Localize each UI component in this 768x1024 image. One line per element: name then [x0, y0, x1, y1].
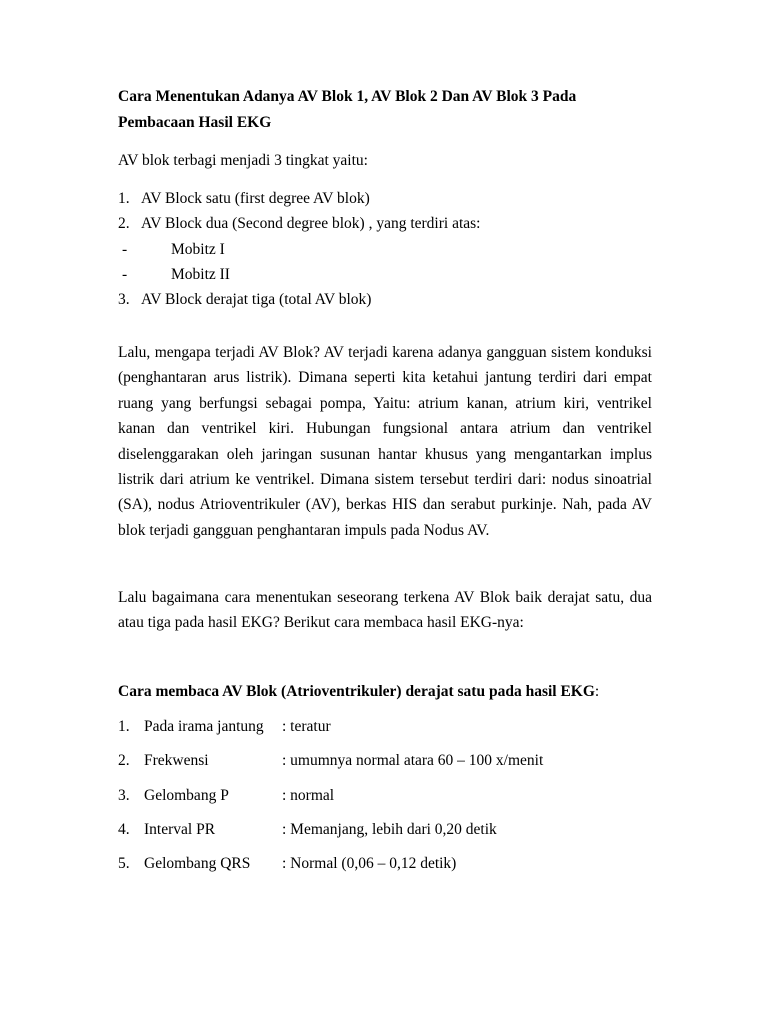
criteria-label: Gelombang P — [144, 786, 229, 804]
criteria-label: Frekwensi — [144, 752, 209, 770]
list-item — [118, 213, 480, 238]
sub-list-item-text: Mobitz II — [171, 265, 230, 283]
sub-list-item-text: Mobitz I — [171, 240, 225, 258]
criteria-label: Pada irama jantung — [144, 718, 264, 735]
list-dash: - — [122, 265, 128, 283]
list-item — [118, 188, 480, 213]
criteria-value: : Memanjang, lebih dari 0,20 detik — [282, 820, 497, 838]
av-block-types-list — [118, 188, 480, 314]
list-item-text: AV Block derajat tiga (total AV blok) — [141, 291, 372, 309]
criteria-value: : umumnya normal atara 60 – 100 x/menit — [282, 752, 544, 770]
criteria-value: : Normal (0,06 – 0,12 detik) — [282, 855, 457, 873]
list-item-text: AV Block dua (Second degree blok) , yang terdiri atas: — [141, 215, 481, 233]
section-heading-text: Cara membaca AV Blok (Atrioventrikuler) derajat satu pada hasil EKG — [118, 683, 595, 700]
document-title — [118, 84, 658, 136]
paragraph-explanation: Lalu, mengapa terjadi AV Blok? AV terjadi karena adanya gangguan sistem konduksi (penghantaran arus listrik). Dimana seperti kita ketahui jantung terdiri dari empat ruang yang berfungsi sebagai pompa, Yaitu: atrium kanan, atrium kiri, ventrikel kanan dan ventrikel kiri. Hubungan fungsional antara atrium dan ventrikel diselenggarakan oleh jaringan susunan hantar khusus yang mengantarkan implus listrik dari atrium ke ventrikel. Dimana sistem tersebut terdiri dari: nodus sinoatrial (SA), nodus Atrioventrikuler (AV), berkas HIS dan serabut purkinje. Nah, pada AV blok terjadi gangguan penghantaran impuls pada Nodus AV. — [118, 344, 652, 539]
title-line-1: Cara Menentukan Adanya AV Blok 1, AV Blok 2 Dan AV Blok 3 Pada — [118, 88, 577, 105]
sub-list-item — [118, 239, 480, 264]
section-heading-colon: : — [594, 683, 600, 700]
criteria-row — [118, 716, 543, 750]
criteria-number: 5. — [118, 855, 130, 873]
criteria-number: 2. — [118, 752, 130, 770]
intro-text: AV blok terbagi menjadi 3 tingkat yaitu: — [118, 152, 368, 169]
criteria-number: 3. — [118, 786, 130, 804]
list-item — [118, 289, 480, 314]
criteria-number: 1. — [118, 718, 130, 735]
criteria-list — [118, 716, 543, 887]
criteria-row — [118, 853, 543, 887]
list-item-text: AV Block satu (first degree AV blok) — [141, 190, 370, 207]
criteria-value: : teratur — [282, 718, 331, 735]
list-number: 2. — [118, 215, 130, 233]
criteria-number: 4. — [118, 820, 130, 838]
title-line-2: Pembacaan Hasil EKG — [118, 114, 272, 131]
criteria-row — [118, 819, 543, 853]
criteria-row — [118, 785, 543, 819]
paragraph-question: Lalu bagaimana cara menentukan seseorang terkena AV Blok baik derajat satu, dua atau tiga pada hasil EKG? Berikut cara membaca hasil EKG-nya: — [118, 589, 652, 632]
list-number: 3. — [118, 291, 130, 309]
section-heading — [118, 681, 599, 703]
criteria-row — [118, 750, 543, 784]
criteria-value: : normal — [282, 786, 335, 804]
sub-list-item — [118, 264, 480, 289]
criteria-label: Interval PR — [144, 820, 216, 838]
list-dash: - — [122, 240, 128, 258]
list-number: 1. — [118, 190, 130, 207]
criteria-label: Gelombang QRS — [144, 855, 251, 873]
